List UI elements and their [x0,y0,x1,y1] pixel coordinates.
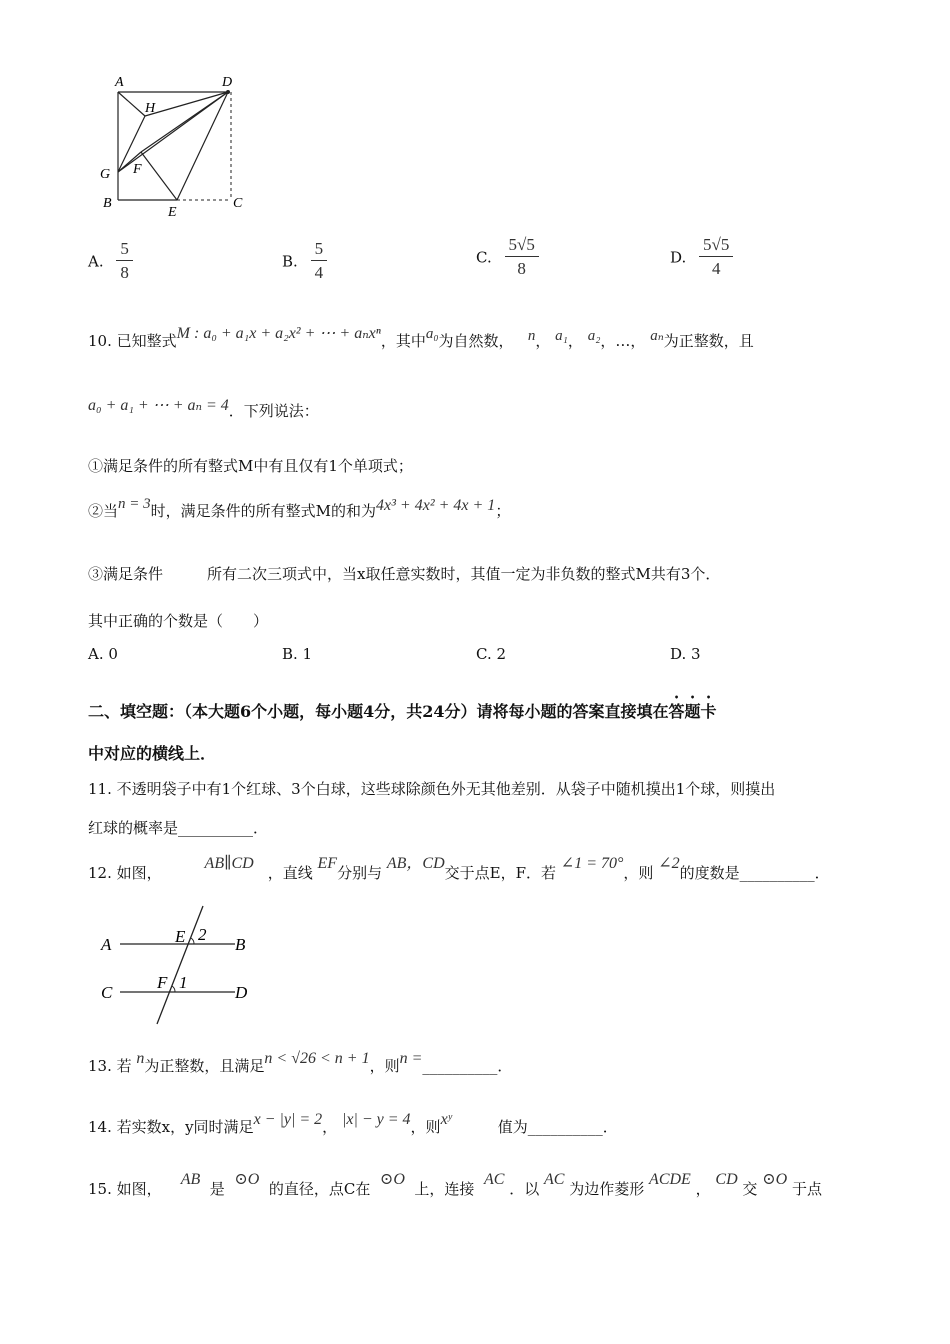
fig1-label-A: A [115,75,124,90]
fig2-label-1: 1 [179,973,188,992]
q12-line: 12. 如图， AB∥CD，直线 EF分别与 AB，CD交于点E，F．若 ∠1 = 70°，则 ∠2的度数是__________． [88,855,830,882]
fraction: $\frac{5√5}{4}$ [699,234,733,281]
fig2-label-D: D [235,983,248,1002]
emphasis-text: 答题卡 [668,702,717,721]
fig1-label-F: F [133,162,142,177]
fig2-label-C: C [101,983,113,1002]
q13-line: 13. 若 n为正整数，且满足n < √26 < n + 1，则n =__________． [88,1050,513,1075]
q10-option-b: B. 1 [282,645,313,663]
section-heading: 二、填空题：（本大题6个小题，每小题4分，共24分）请将每小题的答案直接填在答题卡 [88,702,717,721]
q9-option-a: A. $\frac{5}{8}$ [88,238,133,285]
q10-statement-3: ③满足条件 所有二次三项式中，当x取任意实数时，其值一定为非负数的整式M共有3个． [88,565,721,583]
fraction: $\frac{5√5}{8}$ [505,234,539,281]
q10-option-c: C. 2 [476,645,507,663]
fig1-label-B: B [103,196,112,211]
q10-option-d: D. 3 [670,645,701,663]
q14-line: 14. 若实数x，y同时满足x − |y| = 2， |x| − y = 4，则xʸ 值为__________． [88,1111,618,1136]
fig1-label-C: C [233,196,243,211]
q11-line1: 11. 不透明袋子中有1个红球、3个白球，这些球除颜色外无其他差别．从袋子中随机摸出1个球，则摸出 [88,780,776,798]
geometry-figure-square [95,70,265,220]
fig2-label-A: A [101,935,112,954]
q10-option-a: A. 0 [88,645,118,663]
q11-line2: 红球的概率是__________． [88,819,269,837]
q15-line: 15. 如图， AB 是 ⊙O 的直径，点C在 ⊙O 上，连接 AC ．以 AC 为边作菱形 ACDE ， CD 交 ⊙O 于点 [88,1171,822,1198]
fig2-label-B: B [235,935,246,954]
q9-option-d: D. $\frac{5√5}{4}$ [670,234,733,281]
fraction: $\frac{5}{4}$ [311,238,328,285]
q10-line2: a₀ + a₁ + ⋯ + aₙ = 4．下列说法： [88,397,319,420]
fig1-label-D: D [222,75,233,90]
fraction: $\frac{5}{8}$ [116,238,133,285]
q10-statement-2: ②当n = 3时，满足条件的所有整式M的和为4x³ + 4x² + 4x + 1； [88,496,511,520]
fig1-label-E: E [168,205,177,220]
section-heading-line2: 中对应的横线上． [88,744,217,763]
fig1-label-G: G [100,167,111,182]
fig2-label-2: 2 [198,925,207,944]
q10-statement-1: ①满足条件的所有整式M中有且仅有1个单项式； [88,457,413,475]
q9-option-c: C. $\frac{5√5}{8}$ [476,234,539,281]
fig2-label-E: E [175,927,186,946]
fig2-label-F: F [157,973,168,992]
q10-question: 其中正确的个数是（ ） [88,612,269,630]
q9-option-b: B. $\frac{5}{4}$ [282,238,327,285]
fig1-label-H: H [145,101,156,116]
geometry-figure-parallel-lines [95,900,265,1030]
q10-line1: 10. 已知整式M : a₀ + a₁x + a₂x² + ⋯ + aₙxⁿ，其中a₀为自然数， n， a₁， a₂，…， aₙ为正整数，且 [88,325,754,350]
